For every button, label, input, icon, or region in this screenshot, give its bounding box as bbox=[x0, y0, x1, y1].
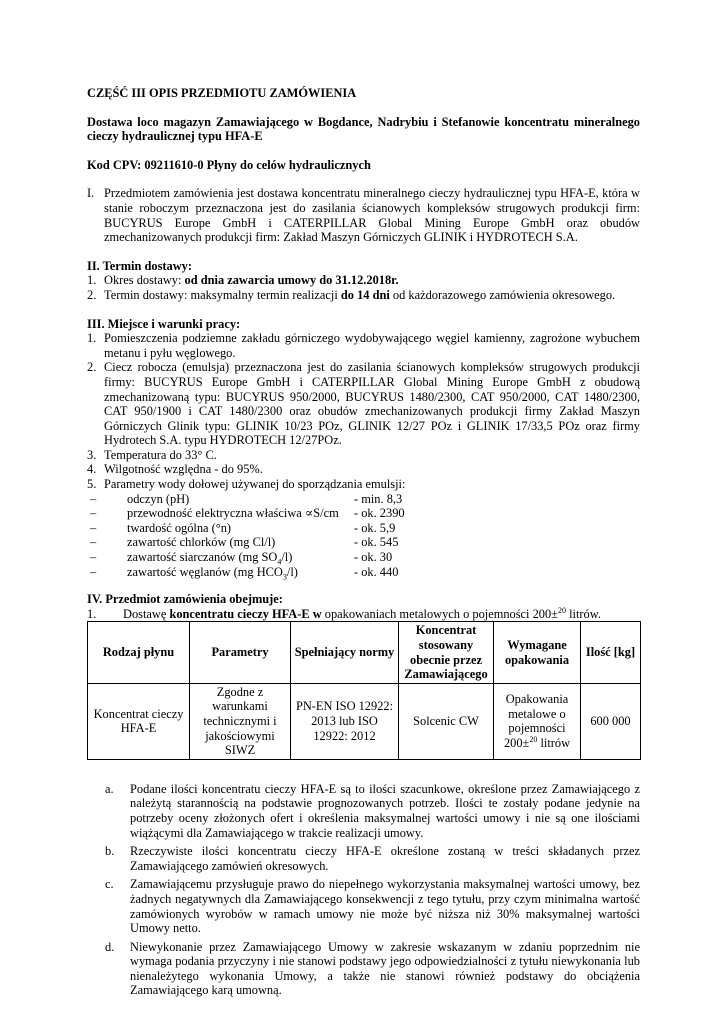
item-text: Ciecz robocza (emulsja) przeznaczona jest do zasilania ścianowych kompleksów strugowych produkcji firmy: BUCYRUS Europe GmbH i CATERPILLAR Global Mining Europe GmbH z obudową zmechanizowaną typu: BUCYRUS 950/2000, BUCYRUS 1480/2300, CAT 950/2000, CAT 1480/2300, CAT 950/1900 i CAT 1480/2300 oraz obudów zmechanizowanych produkcji firmy Zakład Maszyn Górniczych Glinik typu: GLINIK 10/23 POz, GLINIK 12/27 POz i GLINIK 17/33,5 POz oraz firmy Hydrotech S.A. typu HYDROTECH 12/27POz. bbox=[104, 360, 640, 448]
param-value: - ok. 30 bbox=[354, 550, 393, 565]
note-text: Niewykonanie przez Zamawiającego Umowy w zakresie wskazanym w zdaniu poprzednim nie wymaga podania przyczyny i nie stanowi podstawy jego odpowiedzialności z tytułu niewykonania lub nienależytego wykonania Umowy, a także nie stanowi również podstawy do obciążenia Zamawiającego karą umowną. bbox=[130, 939, 640, 998]
item-text: Pomieszczenia podziemne zakładu górniczego wydobywającego węgiel kamienny, zagrożone wybuchem metanu i pyłu węglowego. bbox=[104, 331, 640, 360]
param-row-chlorides bbox=[87, 535, 640, 550]
table-cell: Solcenic CW bbox=[399, 683, 494, 759]
list-item bbox=[87, 288, 640, 303]
section-3 bbox=[87, 317, 640, 580]
list-item bbox=[87, 331, 640, 360]
cell-text: Opakowania metalowe o pojemności 200± bbox=[503, 692, 569, 750]
param-value: - min. 8,3 bbox=[354, 491, 403, 506]
param-value: - ok. 2390 bbox=[354, 506, 405, 521]
document-subtitle: Dostawa loco magazyn Zamawiającego w Bogdance, Nadrybiu i Stefanowie koncentratu mineralnego cieczy hydraulicznej typu HFA-E bbox=[87, 114, 640, 144]
table-row bbox=[88, 683, 641, 759]
note-item bbox=[87, 940, 640, 998]
item-number: 2. bbox=[87, 287, 97, 302]
cell-text: litrów bbox=[537, 735, 571, 750]
item-number: 3. bbox=[87, 447, 97, 462]
list-item bbox=[87, 273, 640, 288]
item-text-plain: od każdorazowego zamówienia okresowego. bbox=[389, 287, 616, 302]
section-2-heading: II. Termin dostawy: bbox=[87, 258, 192, 273]
subscript: 3 bbox=[282, 572, 287, 582]
section-1-number: I. bbox=[87, 186, 95, 201]
note-item bbox=[87, 844, 640, 873]
param-value: - ok. 5,9 bbox=[354, 520, 396, 535]
item-text-bold: koncentratu cieczy HFA-E w bbox=[169, 606, 322, 621]
table-cell bbox=[494, 683, 581, 759]
param-value: - ok. 545 bbox=[354, 535, 399, 550]
item-text: Wilgotność względna - do 95%. bbox=[104, 462, 263, 477]
list-item bbox=[87, 360, 640, 448]
cpv-code: Kod CPV: 09211610-0 Płyny do celów hydraulicznych bbox=[87, 157, 371, 172]
param-label: zawartość chlorków (mg Cl/l) bbox=[127, 535, 276, 550]
table-cell: Zgodne z warunkami technicznymi i jakościowymi SIWZ bbox=[190, 683, 291, 759]
param-label: przewodność elektryczna właściwa ∝S/cm bbox=[127, 506, 339, 521]
list-item bbox=[87, 462, 640, 477]
item-text bbox=[123, 607, 640, 622]
item-number: 1. bbox=[87, 606, 97, 621]
document-page bbox=[87, 86, 640, 998]
note-text: Zamawiającemu przysługuje prawo do niepełnego wykorzystania maksymalnej wartości umowy, bez żadnych negatywnych dla Zamawiającego konsekwencji z tego tytułu, przy czym minimalna wartość zamówionych wyrobów w ramach umowy nie może być niższa niż 30% maksymalnej wartości Umowy netto. bbox=[130, 877, 640, 936]
dash-bullet: – bbox=[90, 491, 97, 506]
item-text-plain: litrów. bbox=[565, 606, 601, 621]
note-letter: b. bbox=[105, 844, 115, 859]
table-header: Koncentrat stosowany obecnie przez Zamawiającego bbox=[399, 622, 494, 683]
item-text-bold: od dnia zawarcia umowy do 31.12.2018r. bbox=[184, 273, 399, 288]
table-header: Ilość [kg] bbox=[581, 622, 641, 683]
param-label bbox=[127, 550, 354, 565]
param-row-sulfates bbox=[87, 550, 640, 565]
item-text: Temperatura do 33° C. bbox=[104, 447, 217, 462]
section-4 bbox=[87, 592, 640, 998]
dash-bullet: – bbox=[90, 506, 97, 521]
item-text-plain: Dostawę bbox=[123, 606, 170, 621]
param-label: twardość ogólna (°n) bbox=[127, 520, 232, 535]
param-row-ph bbox=[87, 492, 640, 507]
section-1-text: Przedmiotem zamówienia jest dostawa koncentratu mineralnego cieczy hydraulicznej typu HFA-E, która w stanie roboczym przeznaczona jest do zasilania ścianowych kompleksów strugowych produkcji firm: BUCYRUS Europe GmbH i CATERPILLAR Global Mining Europe GmbH oraz obudów zmechanizowanych produkcji firm: Zakład Maszyn Górniczych GLINIK i HYDROTECH S.A. bbox=[104, 186, 640, 245]
param-row-conductivity bbox=[87, 506, 640, 521]
section-1 bbox=[87, 186, 640, 244]
section-2 bbox=[87, 259, 640, 303]
param-label-text: /l) bbox=[286, 564, 298, 579]
list-item bbox=[87, 607, 640, 622]
dash-bullet: – bbox=[90, 535, 97, 550]
section-3-heading: III. Miejsce i warunki pracy: bbox=[87, 316, 241, 331]
table-header: Parametry bbox=[190, 622, 291, 683]
note-item bbox=[87, 782, 640, 840]
item-number: 2. bbox=[87, 360, 97, 375]
item-number: 1. bbox=[87, 331, 97, 346]
item-text-plain: Okres dostawy: bbox=[104, 273, 185, 288]
item-text-plain: Termin dostawy: maksymalny termin realizacji bbox=[104, 287, 341, 302]
param-label: odczyn (pH) bbox=[127, 491, 190, 506]
note-text: Rzeczywiste ilości koncentratu cieczy HFA-E określone zostaną w treści składanych przez Zamawiającego zamówień okresowych. bbox=[130, 844, 640, 873]
superscript: 20 bbox=[529, 734, 538, 744]
table-cell: PN-EN ISO 12922: 2013 lub ISO 12922: 2012 bbox=[291, 683, 399, 759]
note-item bbox=[87, 877, 640, 935]
list-item bbox=[87, 477, 640, 492]
param-label-text: zawartość węglanów (mg HCO bbox=[127, 564, 283, 579]
note-letter: d. bbox=[105, 939, 115, 954]
item-text bbox=[104, 288, 640, 303]
param-label-text: /l) bbox=[281, 550, 293, 565]
note-text: Podane ilości koncentratu cieczy HFA-E są to ilości szacunkowe, określone przez Zamawiającego z należytą starannością na podstawie prognozowanych potrzeb. Ilości te zostały podane jedynie na potrzeby oceny złożonych ofert i określenia maksymalnej wartości umowy i nie są one ilościami wiążącymi dla Zamawiającego w trakcie realizacji umowy. bbox=[130, 781, 640, 840]
param-row-hardness bbox=[87, 521, 640, 536]
item-number: 1. bbox=[87, 273, 97, 288]
note-letter: a. bbox=[105, 781, 114, 796]
subscript: 4 bbox=[277, 557, 282, 567]
note-letter: c. bbox=[105, 877, 114, 892]
item-text-bold: do 14 dni bbox=[340, 287, 390, 302]
item-text-plain: opakowaniach metalowych o pojemności 200± bbox=[321, 606, 558, 621]
table-header: Wymagane opakowania bbox=[494, 622, 581, 683]
table-cell: Koncentrat cieczy HFA-E bbox=[88, 683, 190, 759]
order-table bbox=[87, 621, 641, 759]
param-label-text: zawartość siarczanów (mg SO bbox=[127, 550, 278, 565]
dash-bullet: – bbox=[90, 550, 97, 565]
table-header: Rodzaj płynu bbox=[88, 622, 190, 683]
table-header-row bbox=[88, 622, 641, 683]
section-4-heading: IV. Przedmiot zamówienia obejmuje: bbox=[87, 592, 283, 607]
param-row-carbonates bbox=[87, 565, 640, 580]
dash-bullet: – bbox=[90, 520, 97, 535]
param-label bbox=[127, 565, 354, 580]
table-header: Spełniający normy bbox=[291, 622, 399, 683]
table-cell: 600 000 bbox=[581, 683, 641, 759]
superscript: 20 bbox=[557, 605, 566, 615]
list-item bbox=[87, 448, 640, 463]
dash-bullet: – bbox=[90, 564, 97, 579]
param-value: - ok. 440 bbox=[354, 564, 399, 579]
page-title: CZĘŚĆ III OPIS PRZEDMIOTU ZAMÓWIENIA bbox=[87, 86, 357, 100]
item-text: Parametry wody dołowej używanej do sporządzania emulsji: bbox=[104, 477, 406, 492]
item-number: 5. bbox=[87, 477, 97, 492]
item-text bbox=[104, 273, 640, 288]
item-number: 4. bbox=[87, 462, 97, 477]
